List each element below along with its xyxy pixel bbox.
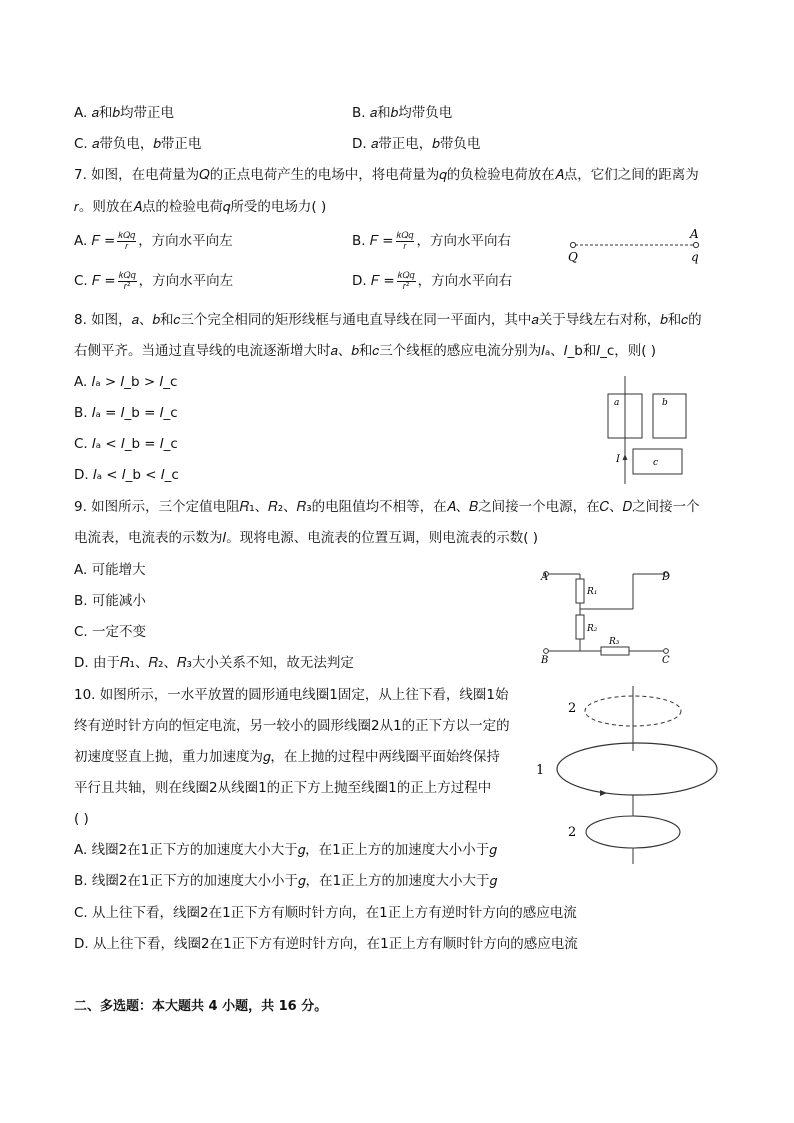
q8-option-d: D. 𝐼ₐ < 𝐼_b < 𝐼_c <box>74 467 179 483</box>
q10-coils-figure <box>530 684 725 866</box>
q9-option-b: B. 可能减小 <box>74 593 146 609</box>
q9-resistor-r1 <box>576 579 584 603</box>
q9-stem-line2: 电流表，电流表的示数为𝐼。现将电源、电流表的位置互调，则电流表的示数( ) <box>74 530 539 546</box>
q7-c-fraction: $\frac{\text{𝑘𝑄𝑞}}{\text{𝑟²}}$ <box>118 270 136 292</box>
q10-coil-1 <box>557 743 717 795</box>
q6-option-c: C. 𝑎带负电，𝑏带正电 <box>74 136 202 152</box>
q6-option-a: A. 𝑎和𝑏均带正电 <box>74 105 174 121</box>
q9-resistor-r2 <box>576 615 584 639</box>
q7-option-b: B. 𝐹 = $\frac{\text{𝑘𝑄𝑞}}{\text{𝑟}}$ ，方向水平向右 <box>352 230 511 252</box>
q8-option-a: A. 𝐼ₐ > 𝐼_b > 𝐼_c <box>74 374 178 390</box>
q10-stem-line4: 平行且共轴，则在线圈2从线圈1的正下方上抛至线圈1的正上方过程中 <box>74 780 492 796</box>
q7-a-fraction: $\frac{\text{𝑘𝑄𝑞}}{\text{𝑟}}$ <box>118 230 136 252</box>
q6-option-b: B. 𝑎和𝑏均带负电 <box>352 105 453 121</box>
svg-text:a: a <box>614 398 620 408</box>
svg-text:R₃: R₃ <box>609 637 620 647</box>
q6-option-d: D. 𝑎带正电，𝑏带负电 <box>352 136 481 152</box>
q9-resistor-r3 <box>601 647 629 655</box>
q10-stem-line3: 初速度竖直上抛，重力加速度为𝑔，在上抛的过程中两线圈平面始终保持 <box>74 749 500 765</box>
q10-option-c: C. 从上往下看，线圈2在1正下方有顺时针方向，在1正上方有逆时针方向的感应电流 <box>74 905 577 921</box>
q7-option-a: A. 𝐹 = $\frac{\text{𝑘𝑄𝑞}}{\text{𝑟}}$ ，方向水平向左 <box>74 230 233 252</box>
q9-circuit-figure <box>536 564 686 664</box>
svg-text:B: B <box>541 655 549 664</box>
svg-text:2: 2 <box>568 825 577 840</box>
svg-text:R₁: R₁ <box>587 587 598 597</box>
q9-option-a: A. 可能增大 <box>74 562 146 578</box>
svg-text:R₂: R₂ <box>587 624 598 634</box>
svg-text:b: b <box>662 398 668 408</box>
q7-b-fraction: $\frac{\text{𝑘𝑄𝑞}}{\text{𝑟}}$ <box>396 230 414 252</box>
q7-label-q: q <box>691 250 699 264</box>
svg-text:C: C <box>662 655 670 664</box>
svg-text:1: 1 <box>536 763 545 778</box>
q10-stem-line5: ( ) <box>74 811 89 827</box>
q7-stem-line2: 𝑟。则放在𝐴点的检验电荷𝑞所受的电场力( ) <box>74 199 327 215</box>
svg-text:I: I <box>616 454 620 465</box>
q10-option-d: D. 从上往下看，线圈2在1正下方有逆时针方向，在1正上方有顺时针方向的感应电流 <box>74 936 578 952</box>
q9-option-d: D. 由于𝑅₁、𝑅₂、𝑅₃大小关系不知，故无法判定 <box>74 655 354 671</box>
q10-option-b: B. 线圈2在1正下方的加速度大小小于𝑔，在1正上方的加速度大小大于𝑔 <box>74 873 497 889</box>
q8-option-c: C. 𝐼ₐ < 𝐼_b = 𝐼_c <box>74 436 178 452</box>
q8-stem-line1: 8. 如图，𝑎、𝑏和𝑐三个完全相同的矩形线框与通电直导线在同一平面内，其中𝑎关于导线左右对称，𝑏和𝑐的 <box>74 312 702 328</box>
svg-text:c: c <box>653 458 659 468</box>
q8-stem-line2: 右侧平齐。当通过直导线的电流逐渐增大时𝑎、𝑏和𝑐三个线框的感应电流分别为𝐼ₐ、𝐼_b和𝐼_c，则( ) <box>74 343 657 359</box>
q9-option-c: C. 一定不变 <box>74 624 147 640</box>
svg-text:A: A <box>541 572 549 583</box>
q8-option-b: B. 𝐼ₐ = 𝐼_b = 𝐼_c <box>74 405 178 421</box>
q10-option-a: A. 线圈2在1正下方的加速度大小大于𝑔，在1正上方的加速度大小小于𝑔 <box>74 842 497 858</box>
q10-coil-2-bottom <box>586 816 680 848</box>
q8-frame-b <box>653 394 686 438</box>
svg-text:2: 2 <box>568 701 577 716</box>
q7-d-fraction: $\frac{\text{𝑘𝑄𝑞}}{\text{𝑟²}}$ <box>397 270 415 292</box>
q8-figure <box>605 374 695 486</box>
section2-title: 二、多选题：本大题共 4 小题，共 16 分。 <box>74 999 328 1014</box>
q7-stem-line1: 7. 如图，在电荷量为𝑄的正点电荷产生的电场中，将电荷量为𝑞的负检验电荷放在𝐴点，它们之间的距离为 <box>74 167 699 183</box>
q7-label-A: A <box>690 227 699 241</box>
q10-stem-line2: 终有逆时针方向的恒定电流，另一较小的圆形线圈2从1的正下方以一定的 <box>74 718 510 734</box>
q7-figure <box>562 226 712 266</box>
q7-option-c: C. 𝐹 = $\frac{\text{𝑘𝑄𝑞}}{\text{𝑟²}}$ ，方向水平向左 <box>74 270 234 292</box>
svg-text:D: D <box>662 572 671 583</box>
q7-option-d: D. 𝐹 = $\frac{\text{𝑘𝑄𝑞}}{\text{𝑟²}}$ ，方向水平向右 <box>352 270 513 292</box>
q9-stem-line1: 9. 如图所示，三个定值电阻𝑅₁、𝑅₂、𝑅₃的电阻值均不相等，在𝐴、𝐵之间接一个电源，在𝐶、𝐷之间接一个 <box>74 499 700 515</box>
q10-stem-line1: 10. 如图所示，一水平放置的圆形通电线圈1固定，从上往下看，线圈1始 <box>74 687 509 703</box>
q7-label-Q: Q <box>568 250 578 264</box>
